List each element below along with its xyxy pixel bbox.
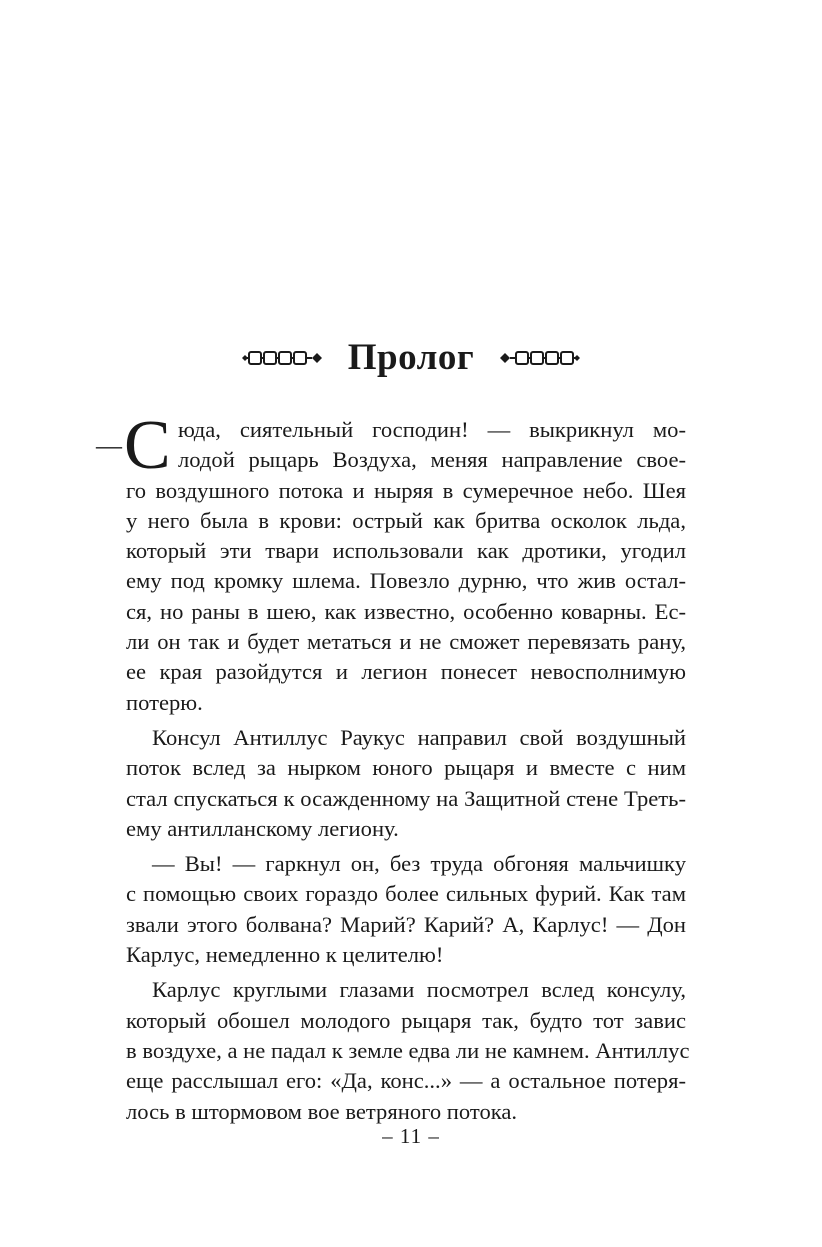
page-number: – 11 –	[382, 1124, 440, 1148]
text-line: у него была в крови: острый как бритва осколок льда,	[126, 507, 686, 533]
text-line: который эти твари использовали как дротики, угодил	[126, 538, 686, 564]
text-line: звали этого болвана? Марий? Карий? А, Карлус! — Дон	[126, 911, 686, 937]
chapter-title: Пролог	[347, 337, 475, 378]
text-line: ее края разойдутся и легион понесет невосполнимую	[126, 659, 686, 685]
text-line: Консул Антиллус Раукус направил свой воздушный	[152, 724, 686, 750]
text-line: юда, сиятельный господин! — выкрикнул мо-	[178, 417, 686, 442]
chapter-heading	[0, 334, 822, 382]
text-line: ему под кромку шлема. Повезло дурню, что жив остал-	[126, 568, 686, 594]
text-line: с помощью своих гораздо более сильных фурий. Как там	[126, 881, 686, 907]
text-line: еще расслышал его: «Да, конс...» — а остальное потеря-	[126, 1068, 686, 1094]
paragraph-1	[96, 406, 686, 718]
text-line: который обошел молодого рыцаря так, будто тот завис	[126, 1007, 686, 1033]
right-ornament-icon	[500, 348, 580, 368]
text-line: ся, но раны в шею, как известно, особенно коварны. Ес-	[126, 598, 686, 624]
text-line: стал спускаться к осажденному на Защитной стене Треть-	[126, 785, 686, 811]
paragraph-3	[126, 849, 686, 970]
drop-cap	[96, 406, 171, 484]
paragraph-4	[126, 975, 690, 1126]
text-line: ему антилланскому легиону.	[126, 815, 399, 841]
body-text	[96, 406, 690, 1127]
drop-cap-dash: —	[96, 430, 122, 460]
text-line: поток вслед за нырком юного рыцаря и вместе с ним	[126, 755, 686, 781]
text-line: — Вы! — гаркнул он, без труда обгоняя мальчишку	[152, 851, 686, 877]
paragraph-2	[126, 723, 686, 844]
text-line: лось в штормовом вое ветряного потока.	[126, 1098, 518, 1124]
text-line: потерю.	[126, 689, 203, 715]
drop-cap-letter: С	[124, 406, 171, 484]
text-line: в воздухе, а не падал к земле едва ли не камнем. Антиллус	[126, 1037, 690, 1063]
text-line: Карлус, немедленно к целителю!	[126, 942, 444, 968]
text-line: го воздушного потока и ныряя в сумеречное небо. Шея	[126, 477, 686, 503]
text-line: ли он так и будет метаться и не сможет перевязать рану,	[126, 629, 686, 655]
left-ornament-icon	[242, 348, 322, 368]
text-line: лодой рыцарь Воздуха, меняя направление свое-	[178, 447, 686, 473]
text-line: Карлус круглыми глазами посмотрел вслед консулу,	[152, 977, 686, 1003]
